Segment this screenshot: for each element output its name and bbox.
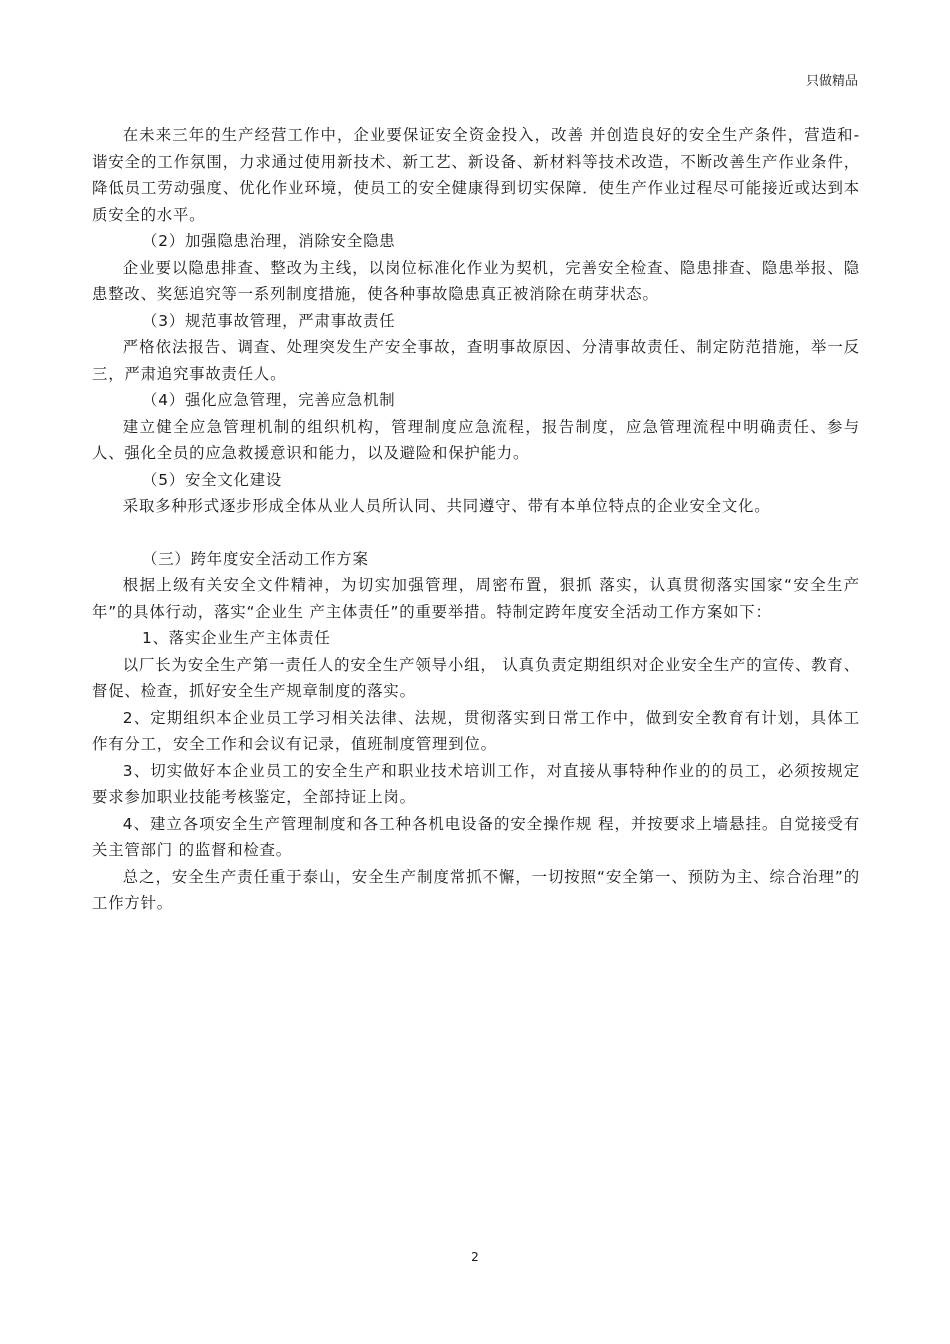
heading-safety-culture: （5）安全文化建设 <box>142 470 283 489</box>
paragraph-vocational-training: 3、切实做好本企业员工的安全生产和职业技术培训工作，对直接从事特种作业的的员工，必须按规定要求参加职业技能考核鉴定，全部持证上岗。 <box>92 761 860 806</box>
page-number: 2 <box>471 1250 479 1264</box>
paragraph-safety-culture: 采取多种形式逐步形成全体从业人员所认同、共同遵守、带有本单位特点的企业安全文化。 <box>122 497 771 515</box>
paragraph-responsibility: 以厂长为安全生产第一责任人的安全生产领导小组， 认真负责定期组织对企业安全生产的宣传、教育、督促、检查，抓好安全生产规章制度的落实。 <box>92 655 860 700</box>
heading-hazard-control: （2）加强隐患治理，消除安全隐患 <box>142 232 396 250</box>
paragraph-annual-plan: 根据上级有关安全文件精神，为切实加强管理，周密布置，狠抓 落实，认真贯彻落实国家“安全生产年”的具体行动，落实“企业生 产主体责任”的重要举措。特制定跨年度安全活动工作方案如下： <box>92 576 860 621</box>
paragraph-hazard-control: 企业要以隐患排查、整改为主线，以岗位标准化作业为契机，完善安全检查、隐患排查、隐患举报、隐患整改、奖惩追究等一系列制度措施，使各种事故隐患真正被消除在萌芽状态。 <box>92 258 860 303</box>
paragraph-accident-management: 严格依法报告、调查、处理突发生产安全事故，查明事故原因、分清事故责任、制定防范措施，举一反三，严肃追究事故责任人。 <box>92 338 860 383</box>
paragraph-training-laws: 2、定期组织本企业员工学习相关法律、法规，贯彻落实到日常工作中，做到安全教育有计划，具体工作有分工，安全工作和会议有记录，值班制度管理到位。 <box>92 708 860 753</box>
section-gap <box>92 520 860 546</box>
document-body <box>92 122 860 917</box>
heading-annual-plan: （三）跨年度安全活动工作方案 <box>142 549 369 568</box>
paragraph-emergency-management: 建立健全应急管理机制的组织机构，管理制度应急流程，报告制度，应急管理流程中明确责任、参与人、强化全员的应急救援意识和能力，以及避险和保护能力。 <box>92 417 860 462</box>
paragraph-investment: 在未来三年的生产经营工作中，企业要保证安全资金投入，改善 并创造良好的安全生产条件，营造和-谐安全的工作氛围，力求通过使用新技术、新工艺、新设备、新材料等技术改造，不断改善生产作业条件，降低员工劳动强度、优化作业环境，使员工的安全健康得到切实保障．使生产作业过程尽可能接近或达到本质安全的水平。 <box>92 126 860 224</box>
paragraph-conclusion: 总之，安全生产责任重于泰山，安全生产制度常抓不懈，一切按照“安全第一、预防为主、综合治理”的工作方针。 <box>92 867 860 912</box>
heading-accident-management: （3）规范事故管理，严肃事故责任 <box>142 311 396 330</box>
heading-responsibility: 1、落实企业生产主体责任 <box>142 629 331 647</box>
page-header: 只做精品 <box>805 74 858 89</box>
paragraph-management-rules: 4、建立各项安全生产管理制度和各工种各机电设备的安全操作规 程，并按要求上墙悬挂。自觉接受有关主管部门 的监督和检查。 <box>92 814 860 859</box>
heading-emergency-management: （4）强化应急管理，完善应急机制 <box>142 391 396 409</box>
